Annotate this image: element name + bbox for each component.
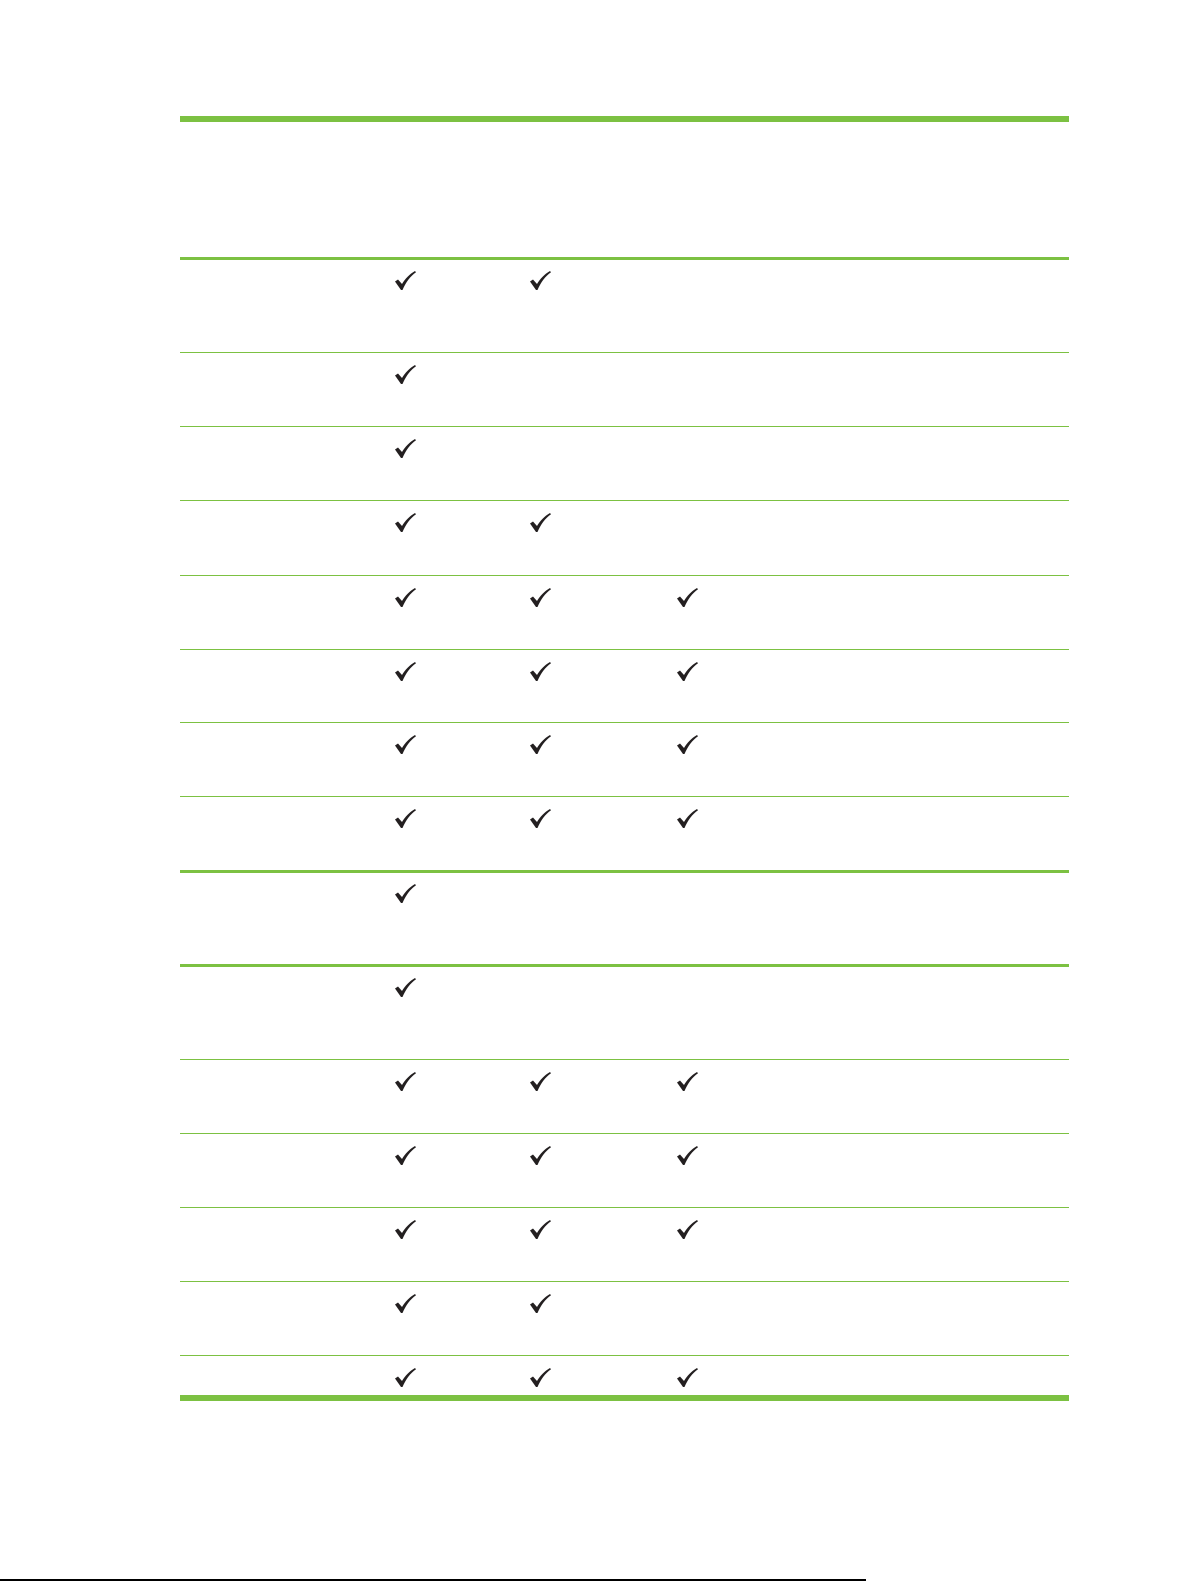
row-separator: [180, 426, 1069, 427]
row-separator: [180, 352, 1069, 353]
checkmark-icon: [390, 1145, 420, 1167]
row-separator: [180, 1281, 1069, 1282]
row-separator: [180, 796, 1069, 797]
group-separator: [180, 964, 1069, 967]
checkmark-icon: [390, 512, 420, 534]
header-bottom-rule: [180, 257, 1069, 260]
checkmark-icon: [525, 587, 555, 609]
checkmark-icon: [390, 364, 420, 386]
row-separator: [180, 649, 1069, 650]
checkmark-icon: [525, 1367, 555, 1389]
checkmark-icon: [525, 512, 555, 534]
checkmark-icon: [672, 587, 702, 609]
checkmark-icon: [390, 808, 420, 830]
checkmark-icon: [390, 1367, 420, 1389]
checkmark-icon: [672, 734, 702, 756]
table-top-rule: [180, 116, 1069, 122]
checkmark-icon: [525, 808, 555, 830]
row-separator: [180, 722, 1069, 723]
table-bottom-rule: [180, 1395, 1069, 1401]
checkmark-icon: [390, 270, 420, 292]
footer-rule: [0, 1579, 866, 1581]
row-separator: [180, 575, 1069, 576]
checkmark-icon: [390, 587, 420, 609]
checkmark-icon: [525, 1071, 555, 1093]
checkmark-icon: [390, 1071, 420, 1093]
row-separator: [180, 500, 1069, 501]
checkmark-icon: [390, 438, 420, 460]
checkmark-icon: [672, 661, 702, 683]
checkmark-icon: [390, 1293, 420, 1315]
checkmark-icon: [525, 1293, 555, 1315]
checkmark-icon: [390, 734, 420, 756]
checkmark-icon: [390, 1219, 420, 1241]
checkmark-icon: [390, 661, 420, 683]
checkmark-icon: [525, 270, 555, 292]
checkmark-icon: [525, 1219, 555, 1241]
checkmark-icon: [672, 1145, 702, 1167]
row-separator: [180, 1355, 1069, 1356]
row-separator: [180, 1207, 1069, 1208]
row-separator: [180, 1059, 1069, 1060]
checkmark-icon: [672, 1071, 702, 1093]
checkmark-icon: [672, 1367, 702, 1389]
row-separator: [180, 1133, 1069, 1134]
checkmark-icon: [672, 1219, 702, 1241]
checkmark-icon: [390, 977, 420, 999]
checkmark-icon: [525, 1145, 555, 1167]
checkmark-icon: [525, 734, 555, 756]
checkmark-icon: [525, 661, 555, 683]
checkmark-icon: [672, 808, 702, 830]
group-separator: [180, 870, 1069, 873]
compatibility-table: [180, 116, 1069, 1401]
checkmark-icon: [390, 883, 420, 905]
